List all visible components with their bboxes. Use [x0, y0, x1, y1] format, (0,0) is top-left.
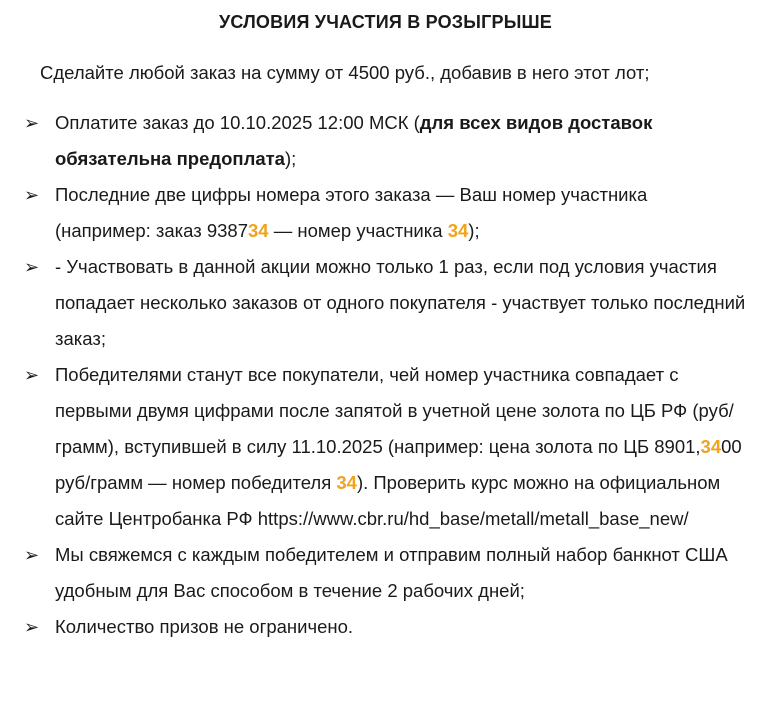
- intro-text: Сделайте любой заказ на сумму от 4500 руб., добавив в него этот лот;: [40, 62, 650, 83]
- arrow-bullet-icon: ➢: [24, 257, 40, 277]
- rule-contact-text: Мы свяжемся с каждым победителем и отправим полный набор банкнот США удобным для Вас способом в течение 2 рабочих дней;: [55, 544, 728, 601]
- arrow-bullet-icon: ➢: [24, 545, 40, 565]
- rule-contact: [24, 537, 747, 609]
- rule-winners-text-b: 00 руб/грамм — номер победителя: [55, 436, 742, 493]
- arrow-bullet-icon: ➢: [24, 185, 40, 205]
- rule-once-only: [24, 249, 747, 357]
- rule-unlimited-prizes: [24, 609, 747, 645]
- highlight-digits: 34: [447, 220, 469, 241]
- rule-participant-text-b: — номер участника: [268, 220, 448, 241]
- highlight-digits: 34: [700, 436, 722, 457]
- rule-payment-text: Оплатите заказ до 10.10.2025 12:00 МСК (: [55, 112, 420, 133]
- highlight-digits: 34: [248, 220, 269, 241]
- rule-winners: [24, 357, 747, 537]
- page-title: УСЛОВИЯ УЧАСТИЯ В РОЗЫГРЫШЕ: [218, 12, 553, 32]
- rule-winners-text-c: ). Проверить курс можно на официальном сайте Центробанка РФ https://www.cbr.ru/hd_base/metall/metall_base_new/: [55, 472, 721, 529]
- rule-payment-end: );: [284, 148, 297, 169]
- rules-list: [24, 105, 747, 645]
- rule-participant-text-c: );: [468, 220, 480, 241]
- arrow-bullet-icon: ➢: [24, 113, 40, 133]
- rule-unlimited-prizes-text: Количество призов не ограничено.: [55, 616, 354, 637]
- rule-once-only-text: - Участвовать в данной акции можно только 1 раз, если под условия участия попадает несколько заказов от одного покупателя - участвует только последний заказ;: [55, 256, 746, 349]
- rule-payment: [24, 105, 747, 177]
- arrow-bullet-icon: ➢: [24, 617, 40, 637]
- highlight-digits: 34: [336, 472, 357, 493]
- rule-participant-number: [24, 177, 747, 249]
- rule-payment-bold: для всех видов доставок обязательна предоплата: [55, 112, 653, 169]
- rule-winners-text-a: Победителями станут все покупатели, чей номер участника совпадает с первыми двумя цифрами после запятой в учетной цене золота по ЦБ РФ (руб/грамм), вступившей в силу 11.10.2025 (например: цена золота по ЦБ 8901,: [55, 364, 734, 457]
- arrow-bullet-icon: ➢: [24, 365, 40, 385]
- rule-participant-text-a: Последние две цифры номера этого заказа — Ваш номер участника (например: заказ 9387: [55, 184, 648, 241]
